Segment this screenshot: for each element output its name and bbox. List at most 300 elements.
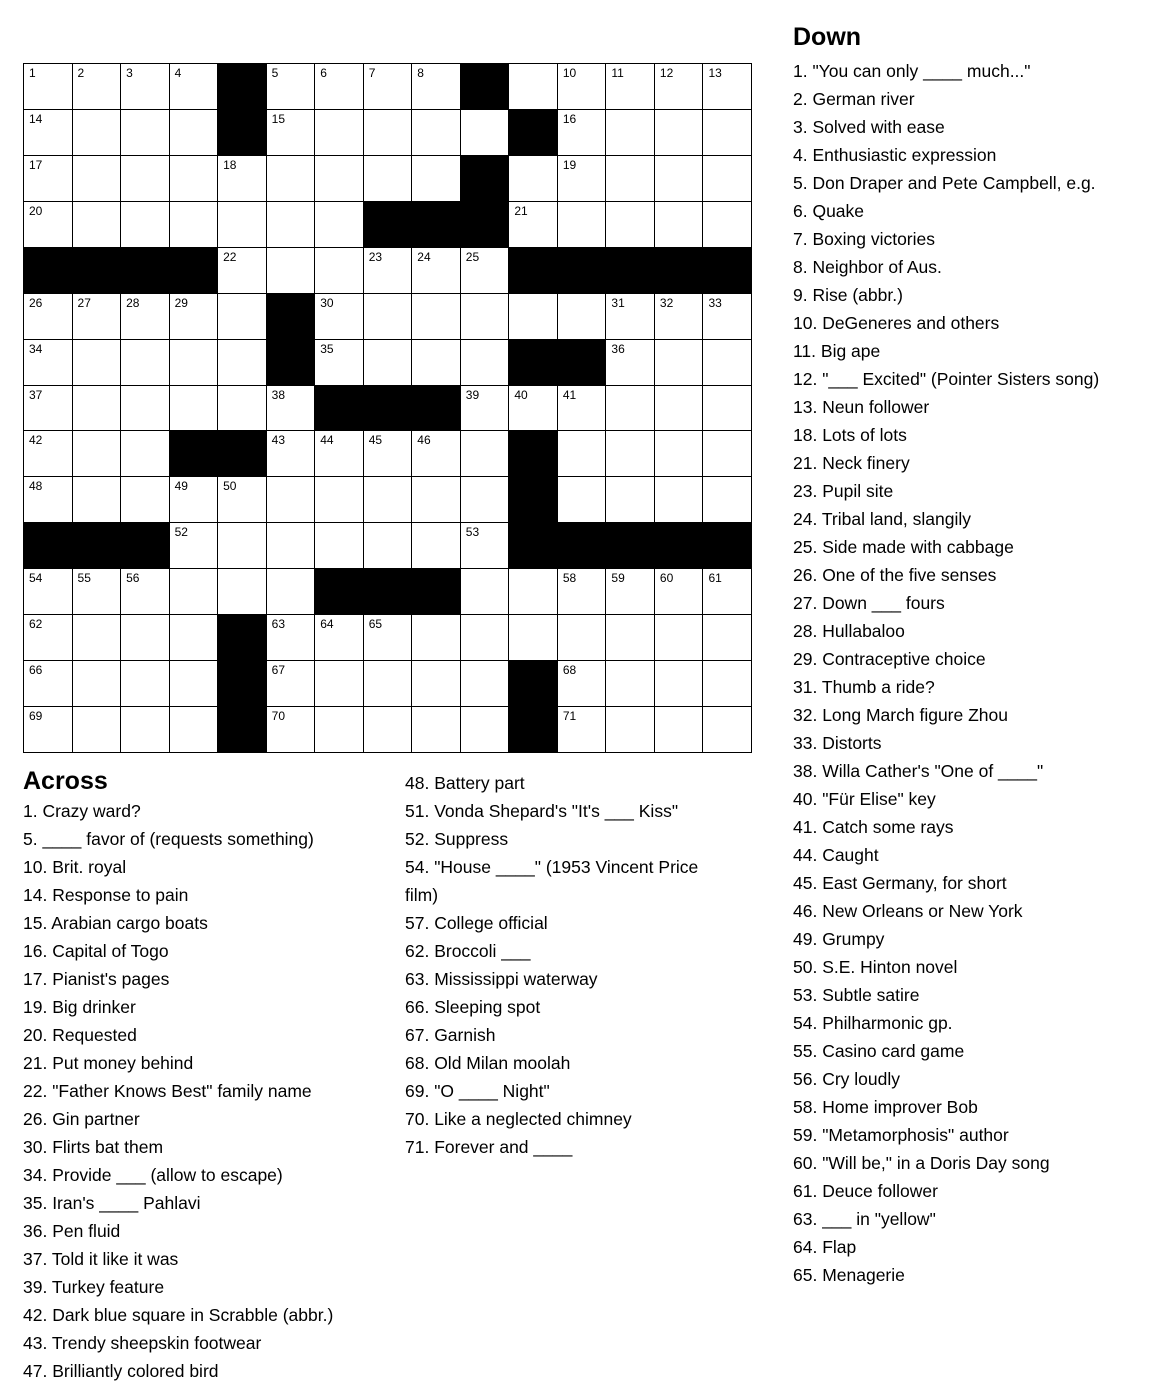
black-square [218, 110, 267, 156]
grid-cell[interactable] [412, 248, 461, 294]
grid-cell[interactable] [267, 110, 316, 156]
cell-number: 6 [320, 66, 327, 80]
cell-number: 63 [271, 617, 286, 632]
clue-item: 71. Forever and ____ [405, 1137, 573, 1157]
grid-cell[interactable] [170, 156, 219, 202]
grid-cell[interactable] [267, 248, 316, 294]
black-square [655, 523, 704, 569]
clue-item: 31. Thumb a ride? [793, 677, 935, 697]
grid-cell[interactable] [703, 340, 752, 386]
across-clue-list-col2 [405, 769, 745, 1161]
cell-number: 14 [29, 111, 43, 126]
grid-cell[interactable] [558, 661, 607, 707]
clue-item: 36. Pen fluid [23, 1221, 121, 1241]
grid-cell[interactable] [121, 294, 170, 340]
grid-cell[interactable] [703, 294, 752, 340]
black-square [655, 248, 704, 294]
grid-cell[interactable] [218, 340, 267, 386]
grid-cell[interactable] [509, 156, 558, 202]
grid-cell[interactable] [606, 615, 655, 661]
grid-cell[interactable] [121, 615, 170, 661]
grid-cell[interactable] [121, 569, 170, 615]
cell-number: 62 [29, 617, 43, 632]
clue-item: 18. Lots of lots [793, 425, 907, 445]
grid-cell[interactable] [24, 386, 73, 432]
clue-item: 39. Turkey feature [23, 1277, 165, 1297]
cell-number: 16 [562, 111, 577, 126]
grid-cell[interactable] [558, 707, 607, 753]
grid-cell[interactable] [218, 248, 267, 294]
grid-cell[interactable] [461, 386, 510, 432]
clue-item: 61. Deuce follower [793, 1181, 938, 1201]
cell-number: 42 [29, 433, 43, 448]
grid-cell[interactable] [73, 64, 122, 110]
grid-cell[interactable] [24, 202, 73, 248]
grid-cell[interactable] [606, 294, 655, 340]
grid-cell[interactable] [655, 661, 704, 707]
cell-number: 43 [271, 433, 286, 448]
grid-cell[interactable] [267, 431, 316, 477]
grid-cell[interactable] [461, 477, 510, 523]
grid-cell[interactable] [412, 477, 461, 523]
cell-number: 68 [562, 663, 577, 678]
grid-cell[interactable] [364, 248, 413, 294]
black-square [509, 248, 558, 294]
grid-cell[interactable] [461, 340, 510, 386]
grid-cell[interactable] [364, 523, 413, 569]
grid-cell[interactable] [121, 64, 170, 110]
grid-cell[interactable] [73, 202, 122, 248]
black-square [509, 431, 558, 477]
grid-cell[interactable] [606, 386, 655, 432]
cell-number: 46 [417, 433, 431, 448]
grid-cell[interactable] [267, 477, 316, 523]
black-square [461, 202, 510, 248]
clue-item: 44. Caught [793, 845, 879, 865]
grid-cell[interactable] [315, 615, 364, 661]
cell-number: 26 [29, 295, 43, 310]
clue-item: 3. Solved with ease [793, 117, 945, 137]
grid-cell[interactable] [170, 202, 219, 248]
grid-cell[interactable] [170, 569, 219, 615]
cell-number: 52 [174, 525, 188, 540]
grid-cell[interactable] [703, 156, 752, 202]
clue-item: 8. Neighbor of Aus. [793, 257, 942, 277]
grid-cell[interactable] [703, 431, 752, 477]
black-square [558, 340, 607, 386]
grid-cell[interactable] [703, 110, 752, 156]
grid-cell[interactable] [121, 386, 170, 432]
grid-cell[interactable] [412, 294, 461, 340]
grid-cell[interactable] [461, 661, 510, 707]
cell-number: 24 [417, 249, 431, 264]
clue-item: 21. Put money behind [23, 1053, 194, 1073]
clue-item: 66. Sleeping spot [405, 997, 541, 1017]
grid-cell[interactable] [655, 477, 704, 523]
grid-cell[interactable] [121, 110, 170, 156]
black-square [509, 477, 558, 523]
grid-cell[interactable] [558, 294, 607, 340]
clue-item: 60. "Will be," in a Doris Day song [793, 1153, 1050, 1173]
black-square [558, 523, 607, 569]
cell-number: 41 [562, 387, 577, 402]
grid-cell[interactable] [24, 707, 73, 753]
grid-cell[interactable] [655, 431, 704, 477]
cell-number: 66 [29, 663, 43, 678]
clue-item: 54. Philharmonic gp. [793, 1013, 953, 1033]
grid-cell[interactable] [364, 661, 413, 707]
cell-number: 50 [223, 479, 237, 494]
cell-number: 2 [77, 66, 85, 80]
grid-cell[interactable] [73, 477, 122, 523]
grid-cell[interactable] [703, 64, 752, 110]
grid-cell[interactable] [267, 64, 316, 110]
grid-cell[interactable] [655, 569, 704, 615]
grid-cell[interactable] [170, 64, 219, 110]
grid-cell[interactable] [170, 477, 219, 523]
grid-cell[interactable] [73, 615, 122, 661]
grid-cell[interactable] [315, 64, 364, 110]
grid-cell[interactable] [461, 248, 510, 294]
grid-cell[interactable] [606, 569, 655, 615]
grid-cell[interactable] [412, 156, 461, 202]
grid-cell[interactable] [703, 386, 752, 432]
clue-item: 5. Don Draper and Pete Campbell, e.g. [793, 173, 1096, 193]
clue-item: 10. Brit. royal [23, 857, 127, 877]
black-square [412, 386, 461, 432]
grid-cell[interactable] [364, 110, 413, 156]
grid-cell[interactable] [606, 110, 655, 156]
grid-cell[interactable] [606, 477, 655, 523]
grid-cell[interactable] [558, 386, 607, 432]
clue-item: 26. One of the five senses [793, 565, 997, 585]
clue-item: 28. Hullabaloo [793, 621, 905, 641]
cell-number: 56 [126, 571, 140, 586]
cell-number: 70 [271, 709, 286, 724]
grid-cell[interactable] [461, 294, 510, 340]
cell-number: 25 [465, 249, 480, 264]
clue-item: 68. Old Milan moolah [405, 1053, 571, 1073]
grid-cell[interactable] [558, 477, 607, 523]
grid-cell[interactable] [24, 64, 73, 110]
across-clue-list-col1 [23, 797, 393, 1385]
black-square [461, 156, 510, 202]
grid-cell[interactable] [655, 615, 704, 661]
black-square [412, 202, 461, 248]
grid-cell[interactable] [315, 431, 364, 477]
grid-cell[interactable] [24, 569, 73, 615]
clue-item: 32. Long March figure Zhou [793, 705, 1008, 725]
grid-cell[interactable] [412, 707, 461, 753]
grid-cell[interactable] [73, 340, 122, 386]
grid-cell[interactable] [315, 202, 364, 248]
grid-cell[interactable] [364, 431, 413, 477]
grid-cell[interactable] [655, 64, 704, 110]
grid-cell[interactable] [73, 386, 122, 432]
grid-cell[interactable] [121, 477, 170, 523]
clue-item: 63. ___ in "yellow" [793, 1209, 936, 1229]
clue-item: 62. Broccoli ___ [405, 941, 531, 961]
clue-item: 13. Neun follower [793, 397, 930, 417]
clue-item: 10. DeGeneres and others [793, 313, 1000, 333]
grid-cell[interactable] [121, 661, 170, 707]
grid-cell[interactable] [24, 294, 73, 340]
cell-number: 65 [368, 617, 383, 632]
grid-cell[interactable] [461, 569, 510, 615]
grid-cell[interactable] [364, 707, 413, 753]
clue-item: 9. Rise (abbr.) [793, 285, 903, 305]
grid-cell[interactable] [218, 294, 267, 340]
grid-cell[interactable] [412, 431, 461, 477]
grid-cell[interactable] [364, 615, 413, 661]
grid-cell[interactable] [315, 477, 364, 523]
clue-item: 14. Response to pain [23, 885, 189, 905]
grid-cell[interactable] [73, 156, 122, 202]
grid-cell[interactable] [412, 523, 461, 569]
black-square [558, 248, 607, 294]
grid-cell[interactable] [24, 431, 73, 477]
clue-item: 12. "___ Excited" (Pointer Sisters song) [793, 369, 1100, 389]
grid-cell[interactable] [315, 523, 364, 569]
grid-cell[interactable] [170, 340, 219, 386]
down-heading: Down [793, 23, 862, 51]
grid-cell[interactable] [461, 523, 510, 569]
grid-cell[interactable] [170, 110, 219, 156]
grid-cell[interactable] [412, 64, 461, 110]
black-square [461, 64, 510, 110]
grid-cell[interactable] [267, 202, 316, 248]
grid-cell[interactable] [606, 661, 655, 707]
grid-cell[interactable] [24, 110, 73, 156]
black-square [509, 110, 558, 156]
black-square [170, 431, 219, 477]
grid-cell[interactable] [218, 156, 267, 202]
cell-number: 34 [29, 341, 43, 356]
grid-cell[interactable] [509, 294, 558, 340]
cell-number: 28 [126, 295, 140, 310]
grid-cell[interactable] [461, 110, 510, 156]
grid-cell[interactable] [558, 569, 607, 615]
grid-cell[interactable] [218, 477, 267, 523]
grid-cell[interactable] [509, 615, 558, 661]
grid-cell[interactable] [267, 707, 316, 753]
grid-cell[interactable] [170, 386, 219, 432]
grid-cell[interactable] [364, 340, 413, 386]
cell-number: 27 [77, 295, 91, 310]
grid-cell[interactable] [703, 569, 752, 615]
cell-number: 37 [29, 387, 43, 402]
grid-cell[interactable] [24, 156, 73, 202]
grid-cell[interactable] [364, 64, 413, 110]
grid-cell[interactable] [315, 707, 364, 753]
grid-cell[interactable] [703, 202, 752, 248]
cell-number: 18 [223, 157, 237, 172]
black-square [121, 523, 170, 569]
crossword-grid [23, 63, 752, 753]
clue-item: 47. Brilliantly colored bird [23, 1361, 219, 1381]
grid-cell[interactable] [73, 294, 122, 340]
grid-cell[interactable] [461, 431, 510, 477]
black-square [364, 569, 413, 615]
grid-cell[interactable] [606, 156, 655, 202]
cell-number: 45 [368, 433, 383, 448]
cell-number: 31 [611, 295, 625, 310]
clue-item: 45. East Germany, for short [793, 873, 1007, 893]
cell-number: 8 [417, 66, 424, 80]
cell-number: 53 [465, 525, 480, 540]
clue-item: 6. Quake [793, 201, 865, 221]
grid-cell[interactable] [170, 294, 219, 340]
grid-cell[interactable] [509, 569, 558, 615]
grid-cell[interactable] [461, 707, 510, 753]
grid-cell[interactable] [655, 110, 704, 156]
grid-cell[interactable] [364, 294, 413, 340]
black-square [218, 64, 267, 110]
grid-cell[interactable] [703, 707, 752, 753]
cell-number: 20 [29, 203, 43, 218]
grid-cell[interactable] [606, 707, 655, 753]
grid-cell[interactable] [364, 477, 413, 523]
grid-cell[interactable] [703, 661, 752, 707]
grid-cell[interactable] [267, 523, 316, 569]
cell-number: 15 [271, 111, 286, 126]
grid-cell[interactable] [606, 202, 655, 248]
grid-cell[interactable] [218, 202, 267, 248]
grid-cell[interactable] [315, 294, 364, 340]
grid-cell[interactable] [73, 110, 122, 156]
cell-number: 1 [29, 66, 36, 80]
grid-cell[interactable] [558, 64, 607, 110]
clue-item: 46. New Orleans or New York [793, 901, 1023, 921]
grid-cell[interactable] [606, 340, 655, 386]
clue-item: 33. Distorts [793, 733, 882, 753]
grid-cell[interactable] [558, 202, 607, 248]
grid-cell[interactable] [412, 661, 461, 707]
grid-cell[interactable] [703, 477, 752, 523]
cell-number: 69 [29, 709, 43, 724]
clue-item: 20. Requested [23, 1025, 137, 1045]
grid-cell[interactable] [24, 661, 73, 707]
grid-cell[interactable] [655, 294, 704, 340]
clue-item: 27. Down ___ fours [793, 593, 945, 613]
grid-cell[interactable] [412, 340, 461, 386]
cell-number: 58 [562, 571, 577, 586]
grid-cell[interactable] [218, 523, 267, 569]
black-square [218, 615, 267, 661]
grid-cell[interactable] [73, 431, 122, 477]
clue-item: 35. Iran's ____ Pahlavi [23, 1193, 201, 1213]
grid-cell[interactable] [655, 156, 704, 202]
grid-cell[interactable] [703, 615, 752, 661]
black-square [509, 340, 558, 386]
grid-cell[interactable] [267, 615, 316, 661]
grid-cell[interactable] [24, 615, 73, 661]
grid-cell[interactable] [218, 569, 267, 615]
black-square [218, 707, 267, 753]
clue-item: 23. Pupil site [793, 481, 894, 501]
grid-cell[interactable] [315, 661, 364, 707]
clue-item: 21. Neck finery [793, 453, 910, 473]
grid-cell[interactable] [170, 661, 219, 707]
cell-number: 60 [659, 571, 674, 586]
cell-number: 3 [126, 66, 133, 80]
grid-cell[interactable] [121, 340, 170, 386]
grid-cell[interactable] [121, 707, 170, 753]
grid-cell[interactable] [558, 431, 607, 477]
grid-cell[interactable] [655, 707, 704, 753]
grid-cell[interactable] [509, 202, 558, 248]
grid-cell[interactable] [121, 156, 170, 202]
grid-cell[interactable] [558, 110, 607, 156]
grid-cell[interactable] [461, 615, 510, 661]
black-square [364, 202, 413, 248]
grid-cell[interactable] [509, 64, 558, 110]
grid-cell[interactable] [558, 615, 607, 661]
clue-item: 38. Willa Cather's "One of ____" [793, 761, 1044, 781]
grid-cell[interactable] [73, 707, 122, 753]
clue-item: 25. Side made with cabbage [793, 537, 1014, 557]
clue-item: 1. Crazy ward? [23, 801, 141, 821]
grid-cell[interactable] [24, 477, 73, 523]
black-square [267, 340, 316, 386]
cell-number: 7 [368, 66, 376, 80]
black-square [412, 569, 461, 615]
grid-cell[interactable] [170, 615, 219, 661]
grid-cell[interactable] [218, 386, 267, 432]
grid-cell[interactable] [558, 156, 607, 202]
grid-cell[interactable] [315, 248, 364, 294]
grid-cell[interactable] [170, 523, 219, 569]
grid-cell[interactable] [121, 202, 170, 248]
grid-cell[interactable] [73, 661, 122, 707]
grid-cell[interactable] [267, 156, 316, 202]
clue-item: 26. Gin partner [23, 1109, 140, 1129]
grid-cell[interactable] [606, 64, 655, 110]
grid-cell[interactable] [655, 202, 704, 248]
black-square [73, 248, 122, 294]
grid-cell[interactable] [267, 386, 316, 432]
clue-item: 69. "O ____ Night" [405, 1081, 550, 1101]
clue-item: 17. Pianist's pages [23, 969, 170, 989]
grid-cell[interactable] [364, 156, 413, 202]
grid-cell[interactable] [170, 707, 219, 753]
grid-cell[interactable] [606, 431, 655, 477]
grid-cell[interactable] [73, 569, 122, 615]
grid-cell[interactable] [412, 615, 461, 661]
clue-item: 53. Subtle satire [793, 985, 920, 1005]
grid-cell[interactable] [412, 110, 461, 156]
grid-cell[interactable] [655, 386, 704, 432]
clue-item: 42. Dark blue square in Scrabble (abbr.) [23, 1305, 334, 1325]
black-square [364, 386, 413, 432]
clue-item: 29. Contraceptive choice [793, 649, 986, 669]
grid-cell[interactable] [121, 431, 170, 477]
grid-cell[interactable] [267, 569, 316, 615]
grid-cell[interactable] [315, 340, 364, 386]
grid-cell[interactable] [315, 156, 364, 202]
clue-item: 64. Flap [793, 1237, 857, 1257]
grid-cell[interactable] [315, 110, 364, 156]
grid-cell[interactable] [509, 386, 558, 432]
black-square [24, 248, 73, 294]
cell-number: 21 [514, 203, 528, 218]
grid-cell[interactable] [655, 340, 704, 386]
black-square [703, 523, 752, 569]
grid-cell[interactable] [267, 661, 316, 707]
grid-cell[interactable] [24, 340, 73, 386]
cell-number: 11 [611, 66, 624, 80]
clue-item: 57. College official [405, 913, 548, 933]
